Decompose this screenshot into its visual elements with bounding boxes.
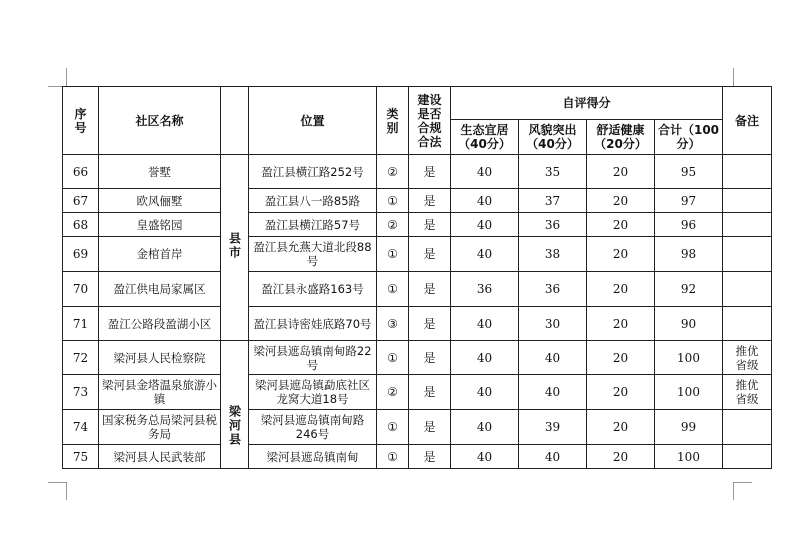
row-location: 盈江县允燕大道北段88号: [249, 237, 377, 272]
row-location: 梁河县遮岛镇勐底社区龙窝大道18号: [249, 375, 377, 410]
crop-mark-bottom-right-v: [733, 482, 734, 500]
row-style: 39: [519, 410, 587, 445]
table-row: [63, 410, 772, 445]
row-location: 盈江县横江路252号: [249, 155, 377, 189]
row-style: 40: [519, 375, 587, 410]
row-total: 92: [655, 272, 723, 307]
row-comfort: 20: [587, 445, 655, 469]
row-compliant: 是: [409, 155, 451, 189]
row-comfort: 20: [587, 155, 655, 189]
row-remark: [723, 272, 772, 307]
row-comfort: 20: [587, 272, 655, 307]
row-total: 96: [655, 213, 723, 237]
row-location: 盈江县横江路57号: [249, 213, 377, 237]
row-name: 皇盛铭园: [99, 213, 221, 237]
header-eco: 生态宜居（40分）: [451, 120, 519, 155]
row-location: 梁河县遮岛镇南甸路22号: [249, 341, 377, 375]
row-name: 盈江公路段盈湖小区: [99, 307, 221, 341]
row-name: 盈江供电局家属区: [99, 272, 221, 307]
row-no: 73: [63, 375, 99, 410]
crop-mark-top-left-v: [66, 68, 67, 86]
table-row: [63, 307, 772, 341]
row-category: ②: [377, 155, 409, 189]
row-no: 74: [63, 410, 99, 445]
row-location: 梁河县遮岛镇南甸路246号: [249, 410, 377, 445]
row-compliant: 是: [409, 445, 451, 469]
header-community: 社区名称: [99, 87, 221, 155]
row-comfort: 20: [587, 213, 655, 237]
row-compliant: 是: [409, 410, 451, 445]
row-name: 誉墅: [99, 155, 221, 189]
row-no: 72: [63, 341, 99, 375]
row-name: 梁河县人民检察院: [99, 341, 221, 375]
table-row: [63, 189, 772, 213]
header-remarks: 备注: [723, 87, 772, 155]
row-category: ①: [377, 272, 409, 307]
row-name: 梁河县金塔温泉旅游小镇: [99, 375, 221, 410]
crop-mark-bottom-left-v: [66, 482, 67, 500]
row-location: 盈江县永盛路163号: [249, 272, 377, 307]
header-total: 合计（100分）: [655, 120, 723, 155]
header-seq: 序号: [63, 87, 99, 155]
row-compliant: 是: [409, 272, 451, 307]
row-category: ①: [377, 237, 409, 272]
row-no: 66: [63, 155, 99, 189]
row-remark: [723, 307, 772, 341]
row-category: ①: [377, 189, 409, 213]
row-remark: [723, 410, 772, 445]
group-county-city: [221, 155, 249, 341]
row-total: 99: [655, 410, 723, 445]
row-eco: 40: [451, 189, 519, 213]
row-category: ①: [377, 410, 409, 445]
row-comfort: 20: [587, 341, 655, 375]
row-eco: 40: [451, 375, 519, 410]
row-no: 69: [63, 237, 99, 272]
row-location: 盈江县八一路85路: [249, 189, 377, 213]
group-label: 县市: [227, 232, 242, 260]
row-eco: 40: [451, 410, 519, 445]
row-comfort: 20: [587, 189, 655, 213]
row-total: 90: [655, 307, 723, 341]
row-remark: [723, 445, 772, 469]
row-category: ③: [377, 307, 409, 341]
row-eco: 40: [451, 341, 519, 375]
row-category: ①: [377, 341, 409, 375]
row-style: 35: [519, 155, 587, 189]
group-label: 梁河县: [227, 405, 242, 447]
table-row: [63, 213, 772, 237]
row-compliant: 是: [409, 341, 451, 375]
row-remark: [723, 237, 772, 272]
row-eco: 40: [451, 213, 519, 237]
row-remark: [723, 155, 772, 189]
row-style: 36: [519, 272, 587, 307]
row-location: 盈江县诗密娃底路70号: [249, 307, 377, 341]
row-total: 97: [655, 189, 723, 213]
row-compliant: 是: [409, 213, 451, 237]
row-eco: 36: [451, 272, 519, 307]
row-no: 71: [63, 307, 99, 341]
crop-mark-top-right-v: [733, 68, 734, 86]
row-style: 38: [519, 237, 587, 272]
row-name: 国家税务总局梁河县税务局: [99, 410, 221, 445]
row-comfort: 20: [587, 237, 655, 272]
row-compliant: 是: [409, 307, 451, 341]
row-compliant: 是: [409, 189, 451, 213]
header-comfort: 舒适健康（20分）: [587, 120, 655, 155]
header-blank: [221, 87, 249, 155]
row-total: 100: [655, 341, 723, 375]
row-eco: 40: [451, 237, 519, 272]
row-no: 67: [63, 189, 99, 213]
table-row: [63, 375, 772, 410]
table-row: [63, 341, 772, 375]
row-category: ②: [377, 375, 409, 410]
group-lianghe: [221, 341, 249, 469]
header-self-score: 自评得分: [451, 87, 723, 120]
row-compliant: 是: [409, 375, 451, 410]
header-location: 位置: [249, 87, 377, 155]
community-score-table: [62, 86, 772, 469]
row-eco: 40: [451, 445, 519, 469]
row-total: 95: [655, 155, 723, 189]
row-name: 梁河县人民武装部: [99, 445, 221, 469]
row-style: 40: [519, 445, 587, 469]
row-comfort: 20: [587, 307, 655, 341]
row-style: 40: [519, 341, 587, 375]
row-comfort: 20: [587, 375, 655, 410]
row-total: 98: [655, 237, 723, 272]
crop-mark-bottom-right-h: [734, 482, 752, 483]
table-row: [63, 155, 772, 189]
row-category: ②: [377, 213, 409, 237]
row-category: ①: [377, 445, 409, 469]
row-total: 100: [655, 375, 723, 410]
table-row: [63, 272, 772, 307]
table-row: [63, 445, 772, 469]
row-remark: [723, 213, 772, 237]
row-eco: 40: [451, 155, 519, 189]
row-remark: 推优省级: [723, 375, 772, 410]
row-no: 68: [63, 213, 99, 237]
row-total: 100: [655, 445, 723, 469]
row-name: 欧风俪墅: [99, 189, 221, 213]
row-style: 36: [519, 213, 587, 237]
row-remark: [723, 189, 772, 213]
header-style: 风貌突出（40分）: [519, 120, 587, 155]
row-style: 30: [519, 307, 587, 341]
header-category: 类别: [377, 87, 409, 155]
row-remark: 推优省级: [723, 341, 772, 375]
row-no: 75: [63, 445, 99, 469]
row-style: 37: [519, 189, 587, 213]
row-no: 70: [63, 272, 99, 307]
row-name: 金棺首岸: [99, 237, 221, 272]
header-compliant: 建设是否合规合法: [409, 87, 451, 155]
row-comfort: 20: [587, 410, 655, 445]
row-compliant: 是: [409, 237, 451, 272]
table-row: [63, 237, 772, 272]
crop-mark-bottom-left-h: [48, 482, 66, 483]
row-eco: 40: [451, 307, 519, 341]
row-location: 梁河县遮岛镇南甸: [249, 445, 377, 469]
